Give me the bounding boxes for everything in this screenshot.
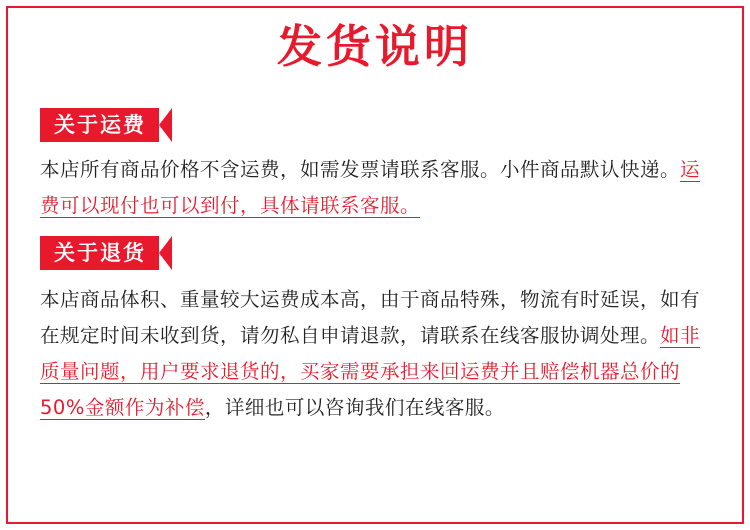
page-title: 发货说明 — [276, 20, 473, 73]
shipping-fee-text-highlight: 运费可以现付也可以到付，具体请联系客服。 — [40, 158, 701, 217]
section-return-policy-heading: 关于退货 — [40, 236, 172, 270]
return-policy-text-highlight: 如非质量问题，用户要求退货的，买家需要承担来回运费并且赔偿机器总价的50%金额作为补偿 — [40, 324, 701, 419]
section-shipping-fee — [40, 108, 712, 224]
section-return-policy — [40, 236, 712, 426]
return-policy-text-plain-1: 本店商品体积、重量较大运费成本高，由于商品特殊，物流有时延误，如有在规定时间未收到货，请勿私自申请退款，请联系在线客服协调处理。 — [40, 288, 701, 347]
section-shipping-fee-text — [40, 152, 712, 224]
section-return-policy-text — [40, 282, 712, 426]
shipping-fee-text-plain: 本店所有商品价格不含运费，如需发票请联系客服。小件商品默认快递。 — [40, 158, 681, 181]
section-shipping-fee-heading: 关于运费 — [40, 108, 172, 142]
return-policy-text-plain-2: ，详细也可以咨询我们在线客服。 — [204, 396, 505, 419]
content-area — [40, 108, 712, 432]
